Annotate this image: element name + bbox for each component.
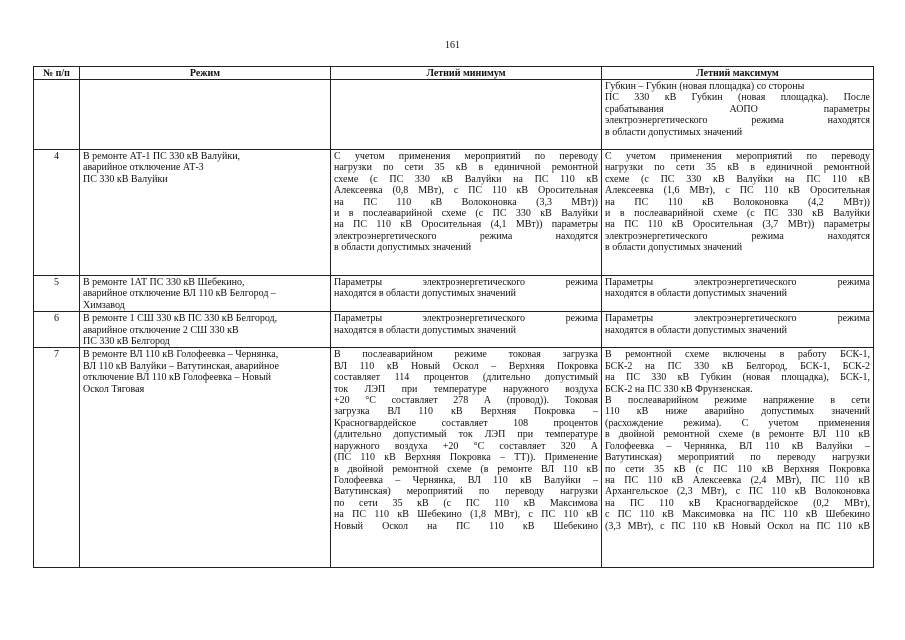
mode-line: Химзавод — [83, 299, 125, 311]
mode-line: Оскол Тяговая — [83, 383, 145, 395]
summer-min-line: ВЛ 110 кВ Новый Оскол – Верхняя Покровка — [334, 360, 598, 372]
summer-min-line: наружного воздуха +20 °С составляет 320 А — [334, 440, 598, 452]
summer-max-line: находятся в области допустимых значений — [605, 324, 787, 336]
summer-min-line: С учетом применения мероприятий по переводу — [334, 151, 598, 162]
regime-table — [33, 66, 874, 568]
summer-max-line: в двойной ремонтной схеме (в ремонте ВЛ 110 кВ — [605, 429, 870, 441]
summer-min-line: ток ЛЭП при температуре наружного воздуха — [334, 383, 598, 395]
row-number: 7 — [34, 348, 80, 568]
summer-min-line: Новый Оскол на ПС 110 кВ Шебекино — [334, 520, 598, 532]
summer-min-line: на ПС 110 кВ Оросительная (4,1 МВт)) параметры — [334, 219, 598, 231]
summer-max-line: на ПС 110 кВ Красногвардейское (0,2 МВт), — [605, 497, 870, 509]
table-row — [34, 348, 874, 568]
summer-max-line: на ПС 110 кВ Волоконовка (4,2 МВт)) — [605, 196, 870, 208]
summer-min-line: Параметры электроэнергетического режима — [334, 277, 598, 288]
summer-max-line: на ПС 110 кВ Оросительная (3,7 МВт)) параметры — [605, 219, 870, 231]
summer-min-cell — [331, 312, 602, 348]
header-num: № п/п — [34, 67, 80, 80]
summer-max-line: Архангельское (2,3 МВт), с ПС 110 кВ Волоконовка — [605, 486, 870, 498]
header-mode: Режим — [80, 67, 331, 80]
header-summer-max: Летний максимум — [602, 67, 874, 80]
summer-max-line: с ПС 110 кВ Максимовка на ПС 110 кВ Шебекино — [605, 509, 870, 521]
summer-min-line: Параметры электроэнергетического режима — [334, 313, 598, 325]
mode-line: В ремонте АТ-1 ПС 330 кВ Валуйки, — [83, 151, 241, 162]
table-header-row — [34, 67, 874, 80]
summer-min-line: в двойной ремонтной схеме (в ремонте ВЛ 110 кВ — [334, 463, 598, 475]
summer-min-line: по сети 35 кВ (с ПС 110 кВ Максимова — [334, 497, 598, 509]
summer-max-line: по сети 35 кВ (с ПС 110 кВ Верхняя Покровка — [605, 463, 870, 475]
summer-max-cell — [602, 312, 874, 348]
table-row — [34, 276, 874, 312]
summer-min-cell — [331, 150, 602, 276]
summer-max-line: Губкин – Губкин (новая площадка) со стороны — [605, 81, 805, 92]
mode-line: В ремонте 1АТ ПС 330 кВ Шебекино, — [83, 277, 245, 288]
summer-max-line: В послеаварийном режиме напряжение в сети — [605, 395, 870, 407]
mode-line: аварийное отключение АТ-3 — [83, 162, 204, 174]
summer-min-line: в области допустимых значений — [334, 242, 472, 254]
summer-min-line: загрузка ВЛ 110 кВ Верхняя Покровка – — [334, 406, 598, 418]
summer-max-line: электроэнергетического режима находятся — [605, 230, 870, 242]
row-number: 6 — [34, 312, 80, 348]
summer-min-line: составляет 114 процентов (длительно допустимый — [334, 372, 598, 384]
mode-line: аварийное отключение 2 СШ 330 кВ — [83, 324, 239, 336]
table-body — [34, 80, 874, 568]
mode-cell — [80, 276, 331, 312]
summer-min-line: +20 °С составляет 278 А (провод)). Токовая — [334, 395, 598, 407]
summer-max-line: Голофеевка – Чернянка, ВЛ 110 кВ Валуйки – — [605, 440, 870, 452]
mode-line: В ремонте ВЛ 110 кВ Голофеевка – Чернянка, — [83, 349, 279, 361]
summer-max-line: БСК-2 на ПС 330 кВ Белгород, БСК-1, БСК-2 — [605, 360, 870, 372]
summer-max-line: на ПС 110 кВ Алексеевка (2,4 МВт), ПС 110 кВ — [605, 474, 870, 486]
summer-max-line: на ПС 330 кВ Губкин (новая площадка), БСК-1, — [605, 372, 870, 384]
summer-min-line: (ПС 110 кВ Верхняя Покровка – ТТ)). Применение — [334, 452, 598, 464]
summer-max-line: нагрузки по сети 35 кВ в единичной ремонтной — [605, 162, 870, 174]
summer-min-line: на ПС 110 кВ Волоконовка (3,3 МВт)) — [334, 196, 598, 208]
table-row — [34, 312, 874, 348]
row-number: 5 — [34, 276, 80, 312]
summer-min-cell — [331, 80, 602, 150]
summer-min-line: находятся в области допустимых значений — [334, 324, 516, 336]
summer-max-line: 110 кВ ниже аварийно допустимых значений — [605, 406, 870, 418]
page-number: 161 — [445, 40, 460, 51]
mode-line: ВЛ 110 кВ Валуйки – Ватутинская, аварийное — [83, 360, 279, 372]
summer-max-line: ПС 330 кВ Губкин (новая площадка). После — [605, 92, 870, 104]
summer-max-line: и в послеаварийной схеме (с ПС 330 кВ Валуйки — [605, 208, 870, 220]
summer-max-line: срабатывания АОПО параметры — [605, 103, 870, 115]
row-number: 4 — [34, 150, 80, 276]
table-row — [34, 80, 874, 150]
summer-max-line: в области допустимых значений — [605, 126, 743, 138]
summer-max-cell — [602, 276, 874, 312]
summer-max-line: БСК-2 на ПС 330 кВ Фрунзенская. — [605, 383, 753, 395]
summer-max-line: схеме (с ПС 330 кВ Валуйки на ПС 110 кВ — [605, 173, 870, 185]
table-row — [34, 150, 874, 276]
summer-max-line: (расхождение режима). С учетом применения — [605, 417, 870, 429]
summer-min-line: схеме (с ПС 330 кВ Валуйки на ПС 110 кВ — [334, 173, 598, 185]
summer-min-line: Голофеевка – Чернянка, ВЛ 110 кВ Валуйки – — [334, 474, 598, 486]
mode-line: ПС 330 кВ Валуйки — [83, 173, 168, 185]
summer-max-line: Ватутинская) мероприятий по переводу нагрузки — [605, 452, 870, 464]
summer-min-line: (длительно допустимый ток ЛЭП при температуре — [334, 429, 598, 441]
summer-max-line: находятся в области допустимых значений — [605, 288, 787, 300]
mode-line: ПС 330 кВ Белгород — [83, 336, 170, 348]
summer-min-line: В послеаварийном режиме токовая загрузка — [334, 349, 598, 361]
summer-min-cell — [331, 276, 602, 312]
summer-max-line: В ремонтной схеме включены в работу БСК-1, — [605, 349, 870, 361]
summer-max-cell — [602, 80, 874, 150]
summer-min-line: на ПС 110 кВ Шебекино (1,8 МВт), с ПС 110 кВ — [334, 509, 598, 521]
summer-min-line: Красногвардейское составляет 108 процентов — [334, 417, 598, 429]
summer-min-line: и в послеаварийной схеме (с ПС 330 кВ Валуйки — [334, 208, 598, 220]
summer-max-cell — [602, 150, 874, 276]
summer-min-line: находятся в области допустимых значений — [334, 288, 516, 300]
summer-max-line: Параметры электроэнергетического режима — [605, 313, 870, 325]
summer-max-line: электроэнергетического режима находятся — [605, 115, 870, 127]
row-number — [34, 80, 80, 150]
mode-line: В ремонте 1 СШ 330 кВ ПС 330 кВ Белгород, — [83, 313, 278, 325]
summer-max-line: (3,3 МВт), с ПС 110 кВ Новый Оскол на ПС 110 кВ — [605, 520, 870, 532]
mode-cell — [80, 80, 331, 150]
mode-line: отключение ВЛ 110 кВ Голофеевка – Новый — [83, 372, 272, 384]
summer-min-cell — [331, 348, 602, 568]
summer-min-line: Алексеевка (0,8 МВт), с ПС 110 кВ Оросительная — [334, 185, 598, 197]
summer-max-line: Алексеевка (1,6 МВт), с ПС 110 кВ Оросительная — [605, 185, 870, 197]
summer-max-line: в области допустимых значений — [605, 242, 743, 254]
mode-cell — [80, 150, 331, 276]
summer-min-line: Ватутинская) мероприятий по переводу нагрузки — [334, 486, 598, 498]
summer-min-line: электроэнергетического режима находятся — [334, 230, 598, 242]
mode-cell — [80, 312, 331, 348]
summer-max-line: Параметры электроэнергетического режима — [605, 277, 870, 288]
header-summer-min: Летний минимум — [331, 67, 602, 80]
summer-max-cell — [602, 348, 874, 568]
mode-cell — [80, 348, 331, 568]
mode-line: аварийное отключение ВЛ 110 кВ Белгород – — [83, 288, 276, 300]
summer-max-line: С учетом применения мероприятий по переводу — [605, 151, 870, 162]
summer-min-line: нагрузки по сети 35 кВ в единичной ремонтной — [334, 162, 598, 174]
